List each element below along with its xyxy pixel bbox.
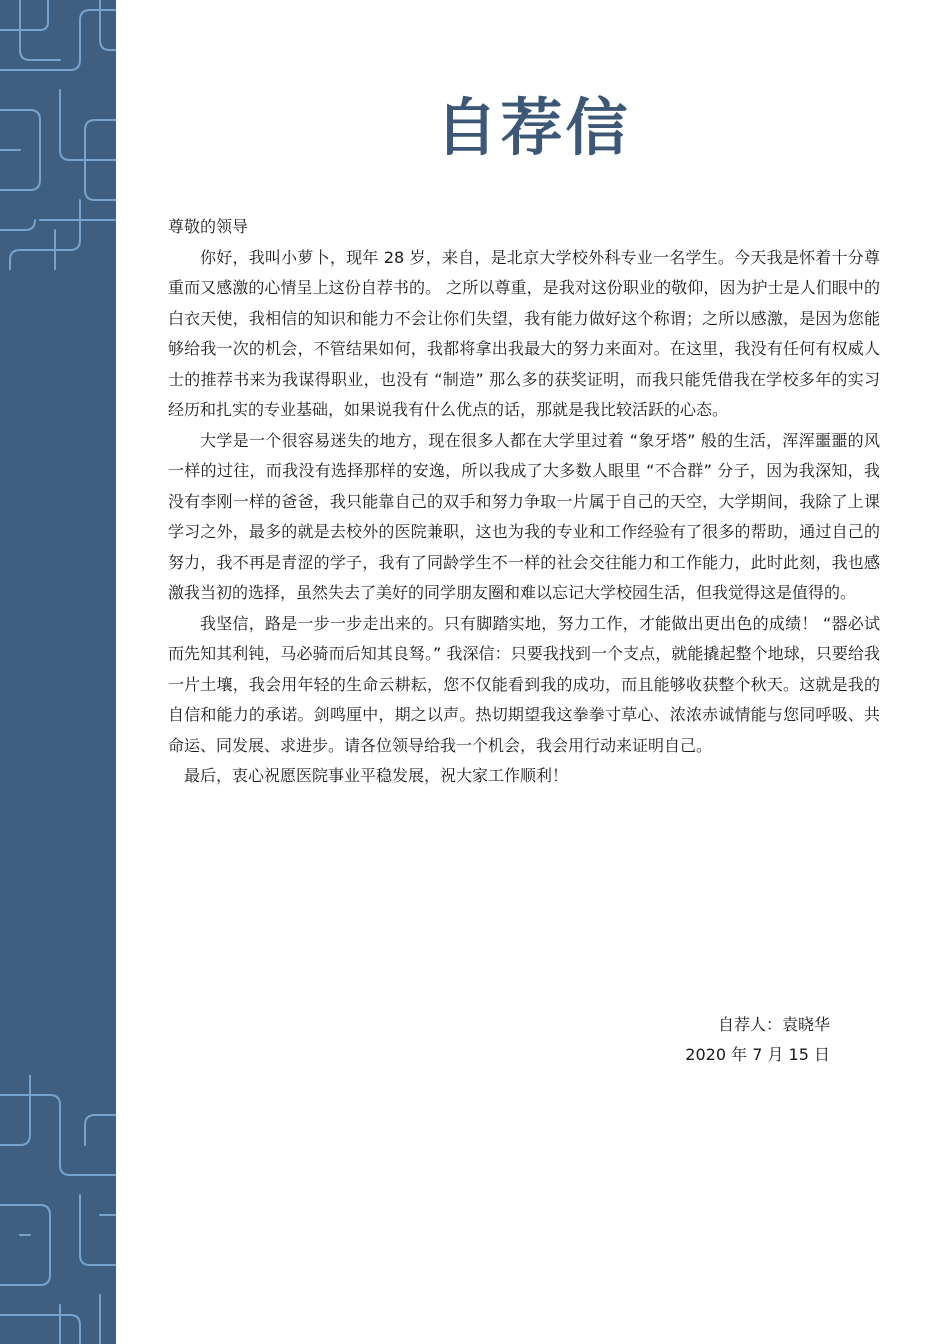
- paragraph-3: 我坚信，路是一步一步走出来的。只有脚踏实地，努力工作，才能做出更出色的成绩！ “器必试而先知其利钝，马必骑而后知其良驽。” 我深信：只要我找到一个支点，就能撬起整个地球，只要给我一片土壤，我会用年轻的生命云耕耘，您不仅能看到我的成功，而且能够收获整个秋天。这就是我的自信和能力的承诺。剑鸣厘中，期之以声。热切期望我这拳拳寸草心、浓浓赤诚情能与您同呼吸、共命运、同发展、求进步。请各位领导给我一个机会，我会用行动来证明自己。: [168, 613, 880, 755]
- paragraph-2: 大学是一个很容易迷失的地方，现在很多人都在大学里过着 “象牙塔” 般的生活，浑浑噩噩的风一样的过往，而我没有选择那样的安逸，所以我成了大多数人眼里 “不合群” 分子，因为我深知，我没有李刚一样的爸爸，我只能靠自己的双手和努力争取一片属于自己的天空，大学期间，我除了上课学习之外，最多的就是去校外的医院兼职，这也为我的专业和工作经验有了很多的帮助，通过自己的努力，我不再是青涩的学子，我有了同龄学生不一样的社会交往能力和工作能力，此时此刻，我也感激我当初的选择，虽然失去了美好的同学朋友圈和难以忘记大学校园生活，但我觉得这是值得的。: [168, 430, 880, 602]
- signature-block: [660, 1010, 830, 1070]
- salutation: 尊敬的领导: [168, 217, 249, 236]
- circuit-pattern-bottom-icon: [0, 1075, 116, 1344]
- circuit-pattern-top-icon: [0, 0, 116, 270]
- letter-body: [168, 212, 880, 792]
- paragraph-1: 你好，我叫小萝卜，现年 28 岁，来自，是北京大学校外科专业一名学生。今天我是怀着十分尊重而又感激的心情呈上这份自荐书的。 之所以尊重，是我对这份职业的敬仰，因为护士是人们眼中的白衣天使，我相信的知识和能力不会让你们失望，我有能力做好这个称谓；之所以感激，是因为您能够给我一次的机会，不管结果如何，我都将拿出我最大的努力来面对。在这里，我没有任何有权威人士的推荐书来为我谋得职业，也没有 “制造” 那么多的获奖证明，而我只能凭借我在学校多年的实习经历和扎实的专业基础，如果说我有什么优点的话，那就是我比较活跃的心态。: [168, 247, 880, 419]
- signature-name: 自荐人：袁晓华: [717, 1015, 830, 1034]
- document-title: 自荐信: [435, 91, 631, 164]
- closing-line: 最后，衷心祝愿医院事业平稳发展，祝大家工作顺利！: [184, 766, 569, 785]
- signature-date: 2020 年 7 月 15 日: [685, 1045, 830, 1064]
- decorative-sidebar: [0, 0, 116, 1344]
